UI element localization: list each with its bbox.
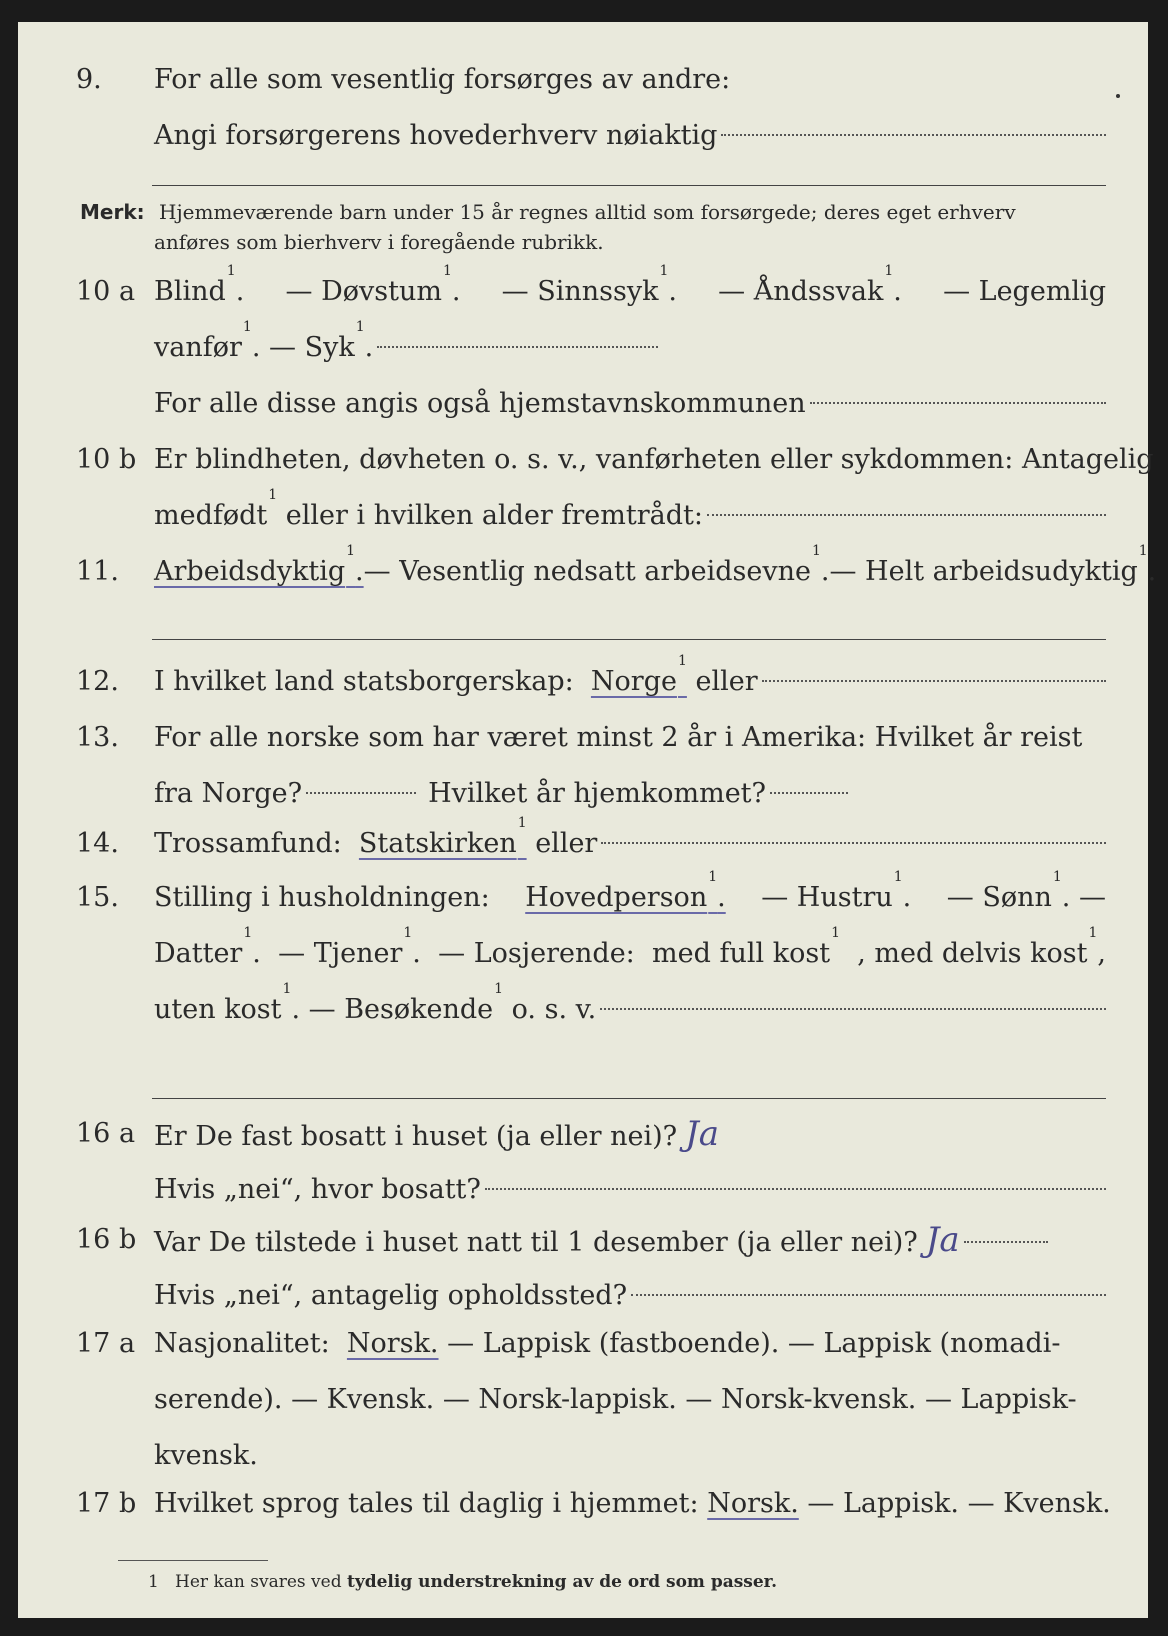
option-medfodt[interactable]: medfødt$^1$: [154, 487, 278, 531]
handwritten-answer[interactable]: Ja: [685, 1114, 720, 1154]
question-16b: [18, 1212, 1148, 1324]
question-text: For alle disse angis også hjemstavnskommunen: [154, 388, 806, 419]
option-nedsatt[interactable]: — Vesentlig nedsatt arbeidsevne$^1$.: [363, 543, 830, 587]
question-number: 15.: [76, 882, 119, 913]
option-statskirken[interactable]: Statskirken$^1$: [358, 815, 527, 859]
answer-rule[interactable]: [152, 185, 1106, 186]
answer-line[interactable]: [707, 514, 1106, 516]
option-norsk[interactable]: Norsk.: [346, 1328, 439, 1359]
question-text: serende). — Kvensk. — Norsk-lappisk. — Norsk-kvensk. — Lappisk-: [154, 1384, 1077, 1415]
question-text: Er De fast bosatt i huset (ja eller nei)?: [154, 1121, 678, 1152]
question-13: [18, 710, 1148, 822]
question-number: 14.: [76, 828, 119, 859]
question-number: 9.: [76, 64, 102, 95]
option-sonn[interactable]: — Sønn$^1$. —: [946, 869, 1106, 913]
answer-line[interactable]: [485, 1188, 1106, 1190]
question-number: 12.: [76, 666, 119, 697]
handwritten-answer[interactable]: Ja: [925, 1220, 960, 1260]
footnote-mark: 1: [148, 1572, 159, 1592]
question-17a: [18, 1316, 1148, 1484]
question-12: [18, 654, 1148, 710]
answer-line[interactable]: [762, 680, 1106, 682]
question-17b: [18, 1476, 1148, 1532]
question-number: 10 b: [76, 444, 137, 475]
option-sinnssyk[interactable]: — Sinnssyk$^1$.: [501, 263, 677, 307]
option-hustru[interactable]: — Hustru$^1$.: [761, 869, 912, 913]
note-label: Merk:: [80, 200, 145, 224]
question-number: 16 b: [76, 1224, 137, 1255]
option-hovedperson[interactable]: Hovedperson$^1$.: [525, 869, 726, 913]
option-full-kost[interactable]: med full kost$^1$: [652, 925, 840, 969]
note-merk: [80, 197, 1016, 257]
question-number: 13.: [76, 722, 119, 753]
question-text: eller: [695, 666, 758, 697]
question-9: [18, 52, 1148, 164]
footnote: [148, 1572, 777, 1592]
answer-line[interactable]: [306, 792, 416, 794]
question-text: eller: [535, 828, 598, 859]
question-number: 11.: [76, 556, 119, 587]
option-besokende[interactable]: — Besøkende$^1$: [308, 981, 504, 1025]
question-text: Var De tilstede i huset natt til 1 desember (ja eller nei)?: [154, 1227, 918, 1258]
option-datter[interactable]: Datter$^1$.: [154, 925, 261, 969]
question-16a: [18, 1106, 1148, 1218]
question-10a: [18, 264, 1148, 432]
question-text: Hvilket år hjemkommet?: [428, 778, 767, 809]
question-14: [18, 816, 1148, 872]
option-andssvak[interactable]: — Åndssvak$^1$.: [718, 263, 902, 307]
question-number: 17 a: [76, 1328, 136, 1359]
question-text: — Lappisk (fastboende). — Lappisk (nomadi-: [447, 1328, 1061, 1359]
option-delvis-kost[interactable]: , med delvis kost$^1$,: [857, 925, 1106, 969]
ink-speck: [1116, 94, 1120, 98]
question-number: 16 a: [76, 1118, 136, 1149]
option-blind[interactable]: Blind$^1$.: [154, 263, 245, 307]
answer-line[interactable]: [377, 346, 658, 348]
question-text: Angi forsørgerens hovederhverv nøiaktig: [154, 120, 718, 151]
answer-line[interactable]: [964, 1241, 1048, 1243]
question-text: — Losjerende:: [438, 938, 635, 969]
question-text: For alle som vesentlig forsørges av andre:: [154, 64, 731, 95]
answer-rule[interactable]: [152, 639, 1106, 640]
question-text: Nasjonalitet:: [154, 1328, 330, 1359]
note-text: Hjemmeværende barn under 15 år regnes alltid som forsørgede; deres eget erhverv: [159, 200, 1016, 224]
answer-line[interactable]: [631, 1294, 1106, 1296]
answer-line[interactable]: [770, 792, 848, 794]
footnote-text: Her kan svares ved: [175, 1572, 342, 1592]
footnote-emphasis: tydelig understrekning av de ord som passer.: [346, 1572, 777, 1592]
option-arbeidsdyktig[interactable]: Arbeidsdyktig$^1$.: [154, 543, 364, 587]
footnote-rule: [118, 1560, 268, 1561]
question-15: [18, 870, 1148, 1038]
question-text: o. s. v.: [511, 994, 597, 1025]
option-uten-kost[interactable]: uten kost$^1$.: [154, 981, 309, 1025]
question-text: Trossamfund:: [154, 828, 342, 859]
question-text: Hvis „nei“, hvor bosatt?: [154, 1174, 481, 1205]
option-syk[interactable]: — Syk$^1$.: [269, 319, 374, 363]
question-text: eller i hvilken alder fremtrådt:: [285, 500, 703, 531]
option-norsk-sprog[interactable]: Norsk.: [707, 1488, 799, 1519]
answer-line[interactable]: [600, 1008, 1106, 1010]
answer-line[interactable]: [810, 402, 1106, 404]
question-text: Hvilket sprog tales til daglig i hjemmet:: [154, 1488, 699, 1519]
question-text: Stilling i husholdningen:: [154, 882, 490, 913]
option-udyktig[interactable]: — Helt arbeidsudyktig$^1$.: [829, 543, 1157, 587]
option-legemlig: — Legemlig: [943, 276, 1106, 307]
question-number: 17 b: [76, 1488, 137, 1519]
question-text: Er blindheten, døvheten o. s. v., vanførheten eller sykdommen: Antagelig: [154, 444, 1154, 475]
answer-line[interactable]: [601, 842, 1106, 844]
question-number: 10 a: [76, 276, 136, 307]
answer-rule[interactable]: [152, 1098, 1106, 1099]
question-text: kvensk.: [154, 1440, 258, 1471]
question-text: — Lappisk. — Kvensk.: [807, 1488, 1111, 1519]
option-norge[interactable]: Norge$^1$: [590, 653, 687, 697]
option-vanfor[interactable]: vanfør$^1$.: [154, 319, 269, 363]
answer-line[interactable]: [721, 134, 1106, 136]
question-text: I hvilket land statsborgerskap:: [154, 666, 574, 697]
question-text: fra Norge?: [154, 778, 303, 809]
question-10b: [18, 432, 1154, 544]
question-text: Hvis „nei“, antagelig opholdssted?: [154, 1280, 628, 1311]
option-tjener[interactable]: — Tjener$^1$.: [278, 925, 421, 969]
option-dovstum[interactable]: — Døvstum$^1$.: [285, 263, 461, 307]
census-form-page: [18, 22, 1157, 1618]
question-text: For alle norske som har været minst 2 år i Amerika: Hvilket år reist: [154, 722, 1083, 753]
question-11: [18, 543, 1157, 600]
note-text: anføres som bierhverv i foregående rubrikk.: [154, 230, 604, 254]
